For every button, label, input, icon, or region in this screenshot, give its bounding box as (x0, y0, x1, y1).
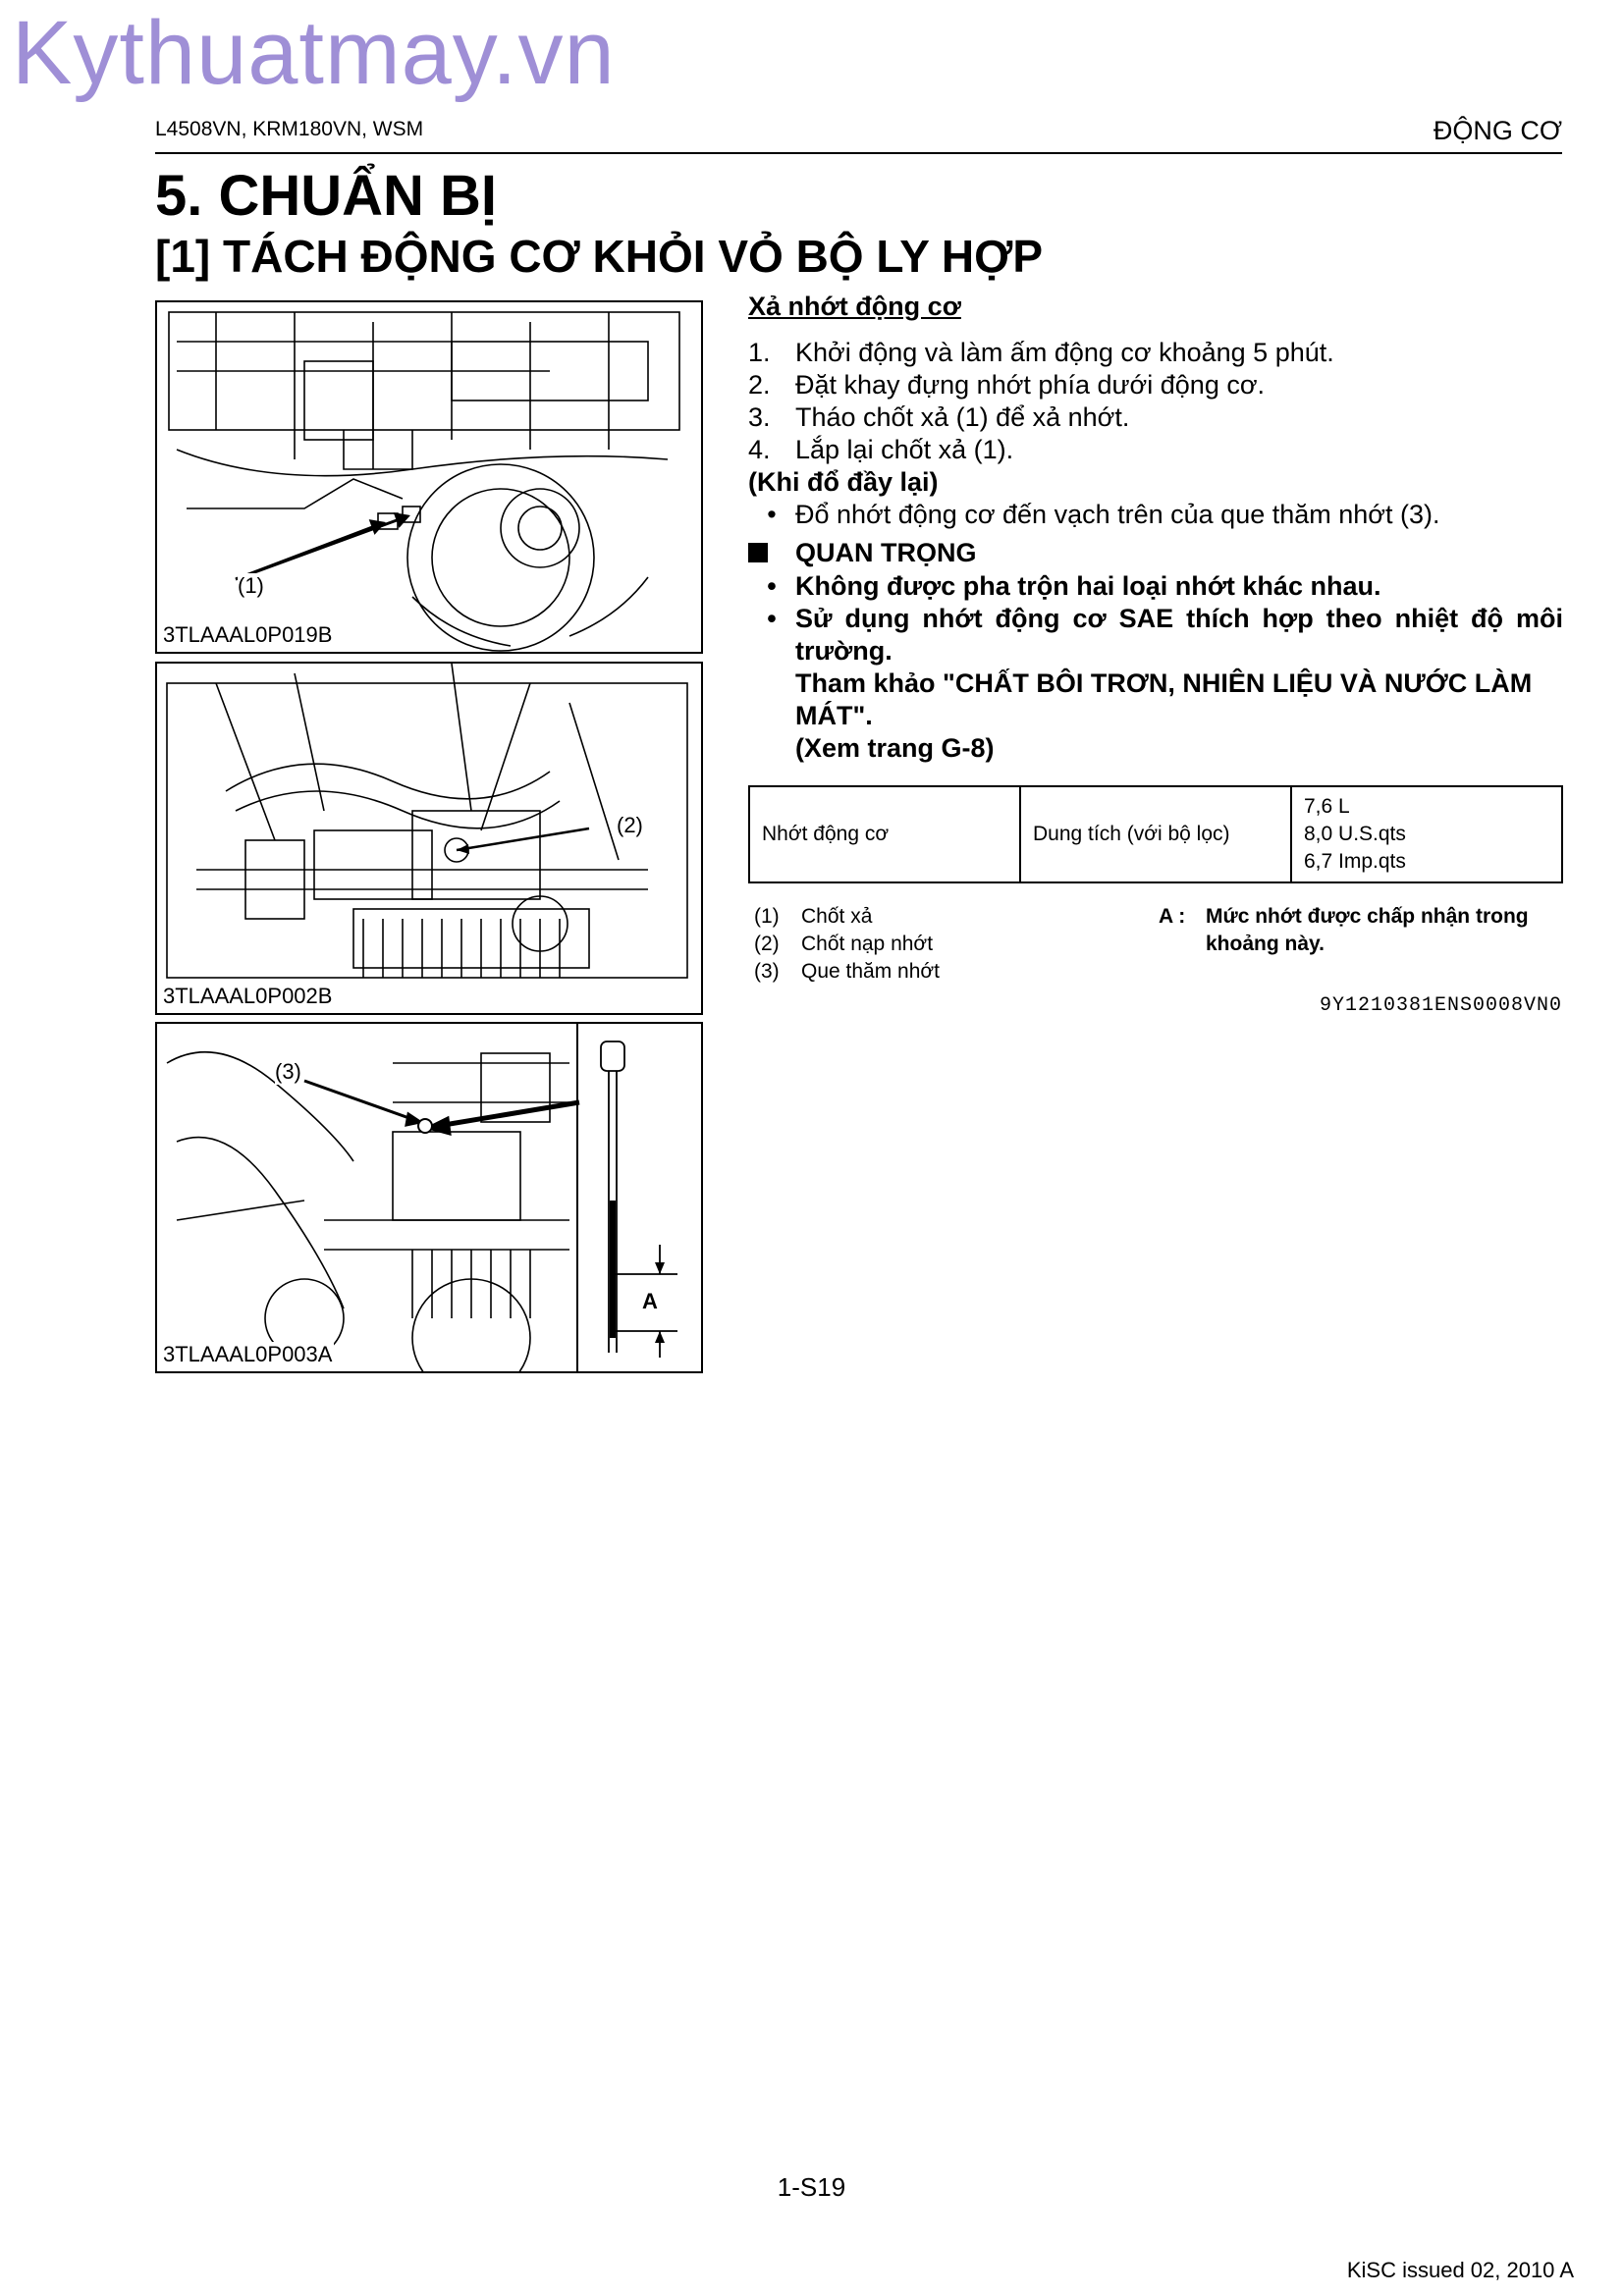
header-rule (155, 152, 1562, 154)
figure-code: 3TLAAAL0P002B (163, 984, 333, 1008)
header-model: L4508VN, KRM180VN, WSM (155, 118, 424, 140)
legend-list (754, 903, 940, 986)
square-bullet-icon (748, 543, 768, 562)
page-number: 1-S19 (777, 2172, 846, 2202)
spec-table (748, 785, 1563, 883)
procedure-section (748, 291, 1563, 765)
watermark-logo: Kythuatmay.vn (12, 3, 616, 103)
important-note: • Không được pha trộn hai loại nhớt khác nhau. (767, 571, 1381, 601)
dipstick-illustration (157, 1024, 701, 1371)
callout-3: (3) (275, 1059, 301, 1084)
list-item: 1. Khởi động và làm ấm động cơ khoảng 5 phút. (748, 338, 1334, 367)
list-item: (2) Chốt nạp nhớt (754, 933, 934, 955)
procedure-heading: Xả nhớt động cơ (748, 292, 961, 321)
callout-1: (1) (238, 573, 264, 598)
important-reference: Tham khảo "CHẤT BÔI TRƠN, NHIÊN LIỆU VÀ NƯỚC LÀM MÁT". (795, 668, 1533, 730)
figure-code: 3TLAAAL0P019B (163, 622, 333, 647)
engine-underside-illustration (157, 302, 701, 652)
important-note: • Sử dụng nhớt động cơ SAE thích hợp theo nhiệt độ môi trường. (767, 604, 1563, 666)
issued-note: KiSC issued 02, 2010 A (1346, 2258, 1574, 2282)
spec-values: 7,6 L 8,0 U.S.qts 6,7 Imp.qts (1291, 786, 1562, 882)
list-item: 2. Đặt khay đựng nhớt phía dưới động cơ. (748, 370, 1266, 400)
list-item: (3) Que thăm nhớt (754, 960, 941, 983)
spec-item: Nhớt động cơ (749, 786, 1020, 882)
header-chapter: ĐỘNG CƠ (1433, 116, 1562, 145)
figure-fill-plug (155, 662, 703, 1015)
figure-drain-plug (155, 300, 703, 654)
list-item: (1) Chốt xả (754, 905, 873, 928)
important-title: QUAN TRỌNG (748, 537, 1563, 570)
figure-code: 3TLAAAL0P003A (163, 1342, 333, 1366)
table-row (749, 786, 1562, 882)
subsection-title: [1] TÁCH ĐỘNG CƠ KHỎI VỎ BỘ LY HỢP (155, 231, 1044, 282)
refill-bullet: • Đổ nhớt động cơ đến vạch trên của que thăm nhớt (3). (767, 500, 1440, 529)
figure-dipstick (155, 1022, 703, 1373)
dipstick-range-label: A (642, 1289, 658, 1313)
doc-id: 9Y1210381ENS0008VN0 (1319, 994, 1562, 1017)
list-item: 3. Tháo chốt xả (1) để xả nhớt. (748, 402, 1130, 432)
spec-param: Dung tích (với bộ lọc) (1020, 786, 1291, 882)
steps-list (748, 337, 1563, 466)
refill-heading: (Khi đổ đầy lại) (748, 467, 939, 497)
legend-a: A : Mức nhớt được chấp nhận trong khoảng này. (1159, 905, 1529, 955)
callout-2: (2) (617, 813, 643, 837)
engine-side-illustration (157, 664, 701, 1013)
list-item: 4. Lắp lại chốt xả (1). (748, 435, 1014, 464)
important-page-ref: (Xem trang G-8) (795, 733, 995, 763)
section-title: 5. CHUẨN BỊ (155, 164, 498, 228)
